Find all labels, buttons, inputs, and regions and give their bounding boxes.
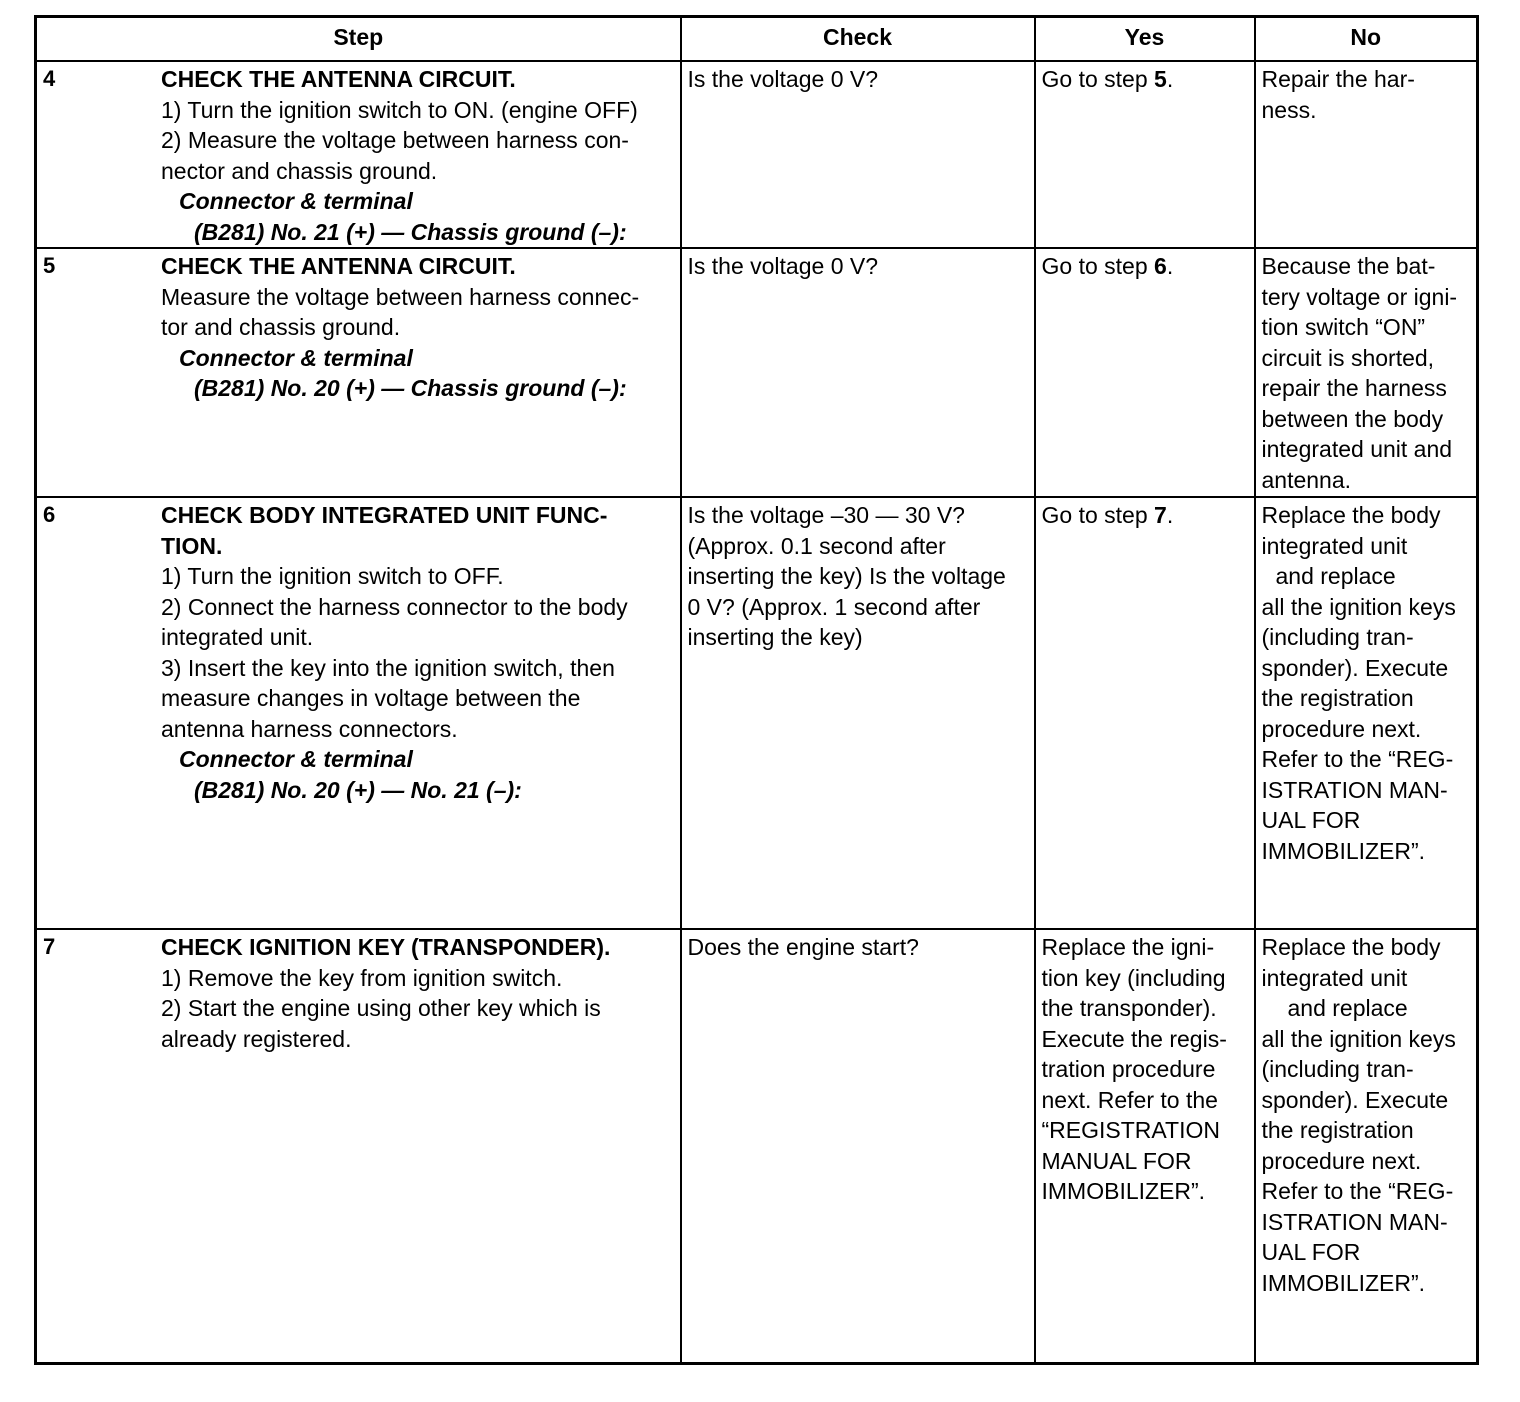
yes-cell — [1035, 248, 1255, 497]
step-line: measure changes in voltage between the — [161, 685, 581, 711]
no-line: (including tran- — [1261, 624, 1414, 650]
no-line: Replace the body — [1261, 934, 1441, 960]
connector-terminal-value: (B281) No. 20 (+) — Chassis ground (–): — [194, 375, 627, 401]
yes-line: tion key (including — [1041, 964, 1226, 991]
step-line: 2) Measure the voltage between harness con- — [161, 127, 629, 153]
yes-step-ref: 7 — [1154, 502, 1167, 528]
step-cell — [36, 61, 681, 248]
header-step: Step — [36, 17, 681, 62]
no-line: Repair the har- — [1261, 66, 1415, 92]
step-title: CHECK IGNITION KEY (TRANSPONDER). — [161, 934, 611, 960]
check-line: Is the voltage –30 — 30 V? — [687, 502, 965, 528]
yes-cell — [1035, 61, 1255, 248]
step-line: 2) Start the engine using other key which is — [161, 995, 601, 1021]
header-no: No — [1255, 17, 1478, 62]
check-line: 0 V? (Approx. 1 second after — [687, 593, 981, 620]
yes-line: “REGISTRATION — [1041, 1117, 1220, 1143]
table-row — [36, 61, 1478, 248]
connector-terminal-label: Connector & terminal — [179, 746, 413, 772]
yes-cell — [1035, 497, 1255, 929]
step-body — [161, 249, 680, 404]
check-text: Is the voltage 0 V? — [687, 66, 879, 92]
connector-terminal-value: (B281) No. 20 (+) — No. 21 (–): — [194, 776, 522, 803]
no-line: tion switch “ON” — [1261, 314, 1426, 340]
check-text: Does the engine start? — [687, 934, 919, 960]
yes-line: Replace the igni- — [1041, 934, 1215, 960]
no-line: ISTRATION MAN- — [1261, 776, 1448, 803]
step-body — [161, 498, 680, 805]
check-cell — [681, 61, 1035, 248]
step-title: TION. — [161, 532, 223, 559]
no-line: and replace — [1287, 995, 1408, 1021]
no-line: repair the harness — [1261, 375, 1447, 401]
table-row — [36, 497, 1478, 929]
header-check: Check — [681, 17, 1035, 62]
no-line: IMMOBILIZER”. — [1261, 1269, 1426, 1296]
no-line: the registration — [1261, 1117, 1414, 1143]
header-yes: Yes — [1035, 17, 1255, 62]
step-line: 3) Insert the key into the ignition switch, then — [161, 654, 615, 681]
step-line: 1) Remove the key from ignition switch. — [161, 964, 563, 991]
no-line: antenna. — [1261, 466, 1352, 493]
no-line: Refer to the “REG- — [1261, 1178, 1454, 1204]
step-number: 7 — [43, 934, 56, 959]
check-cell — [681, 929, 1035, 1364]
step-line: nector and chassis ground. — [161, 157, 438, 184]
no-line: ISTRATION MAN- — [1261, 1208, 1448, 1235]
no-cell — [1255, 61, 1478, 248]
connector-terminal-label: Connector & terminal — [179, 188, 413, 214]
no-line: Refer to the “REG- — [1261, 746, 1454, 772]
diagnostic-table — [34, 15, 1479, 1365]
no-line: sponder). Execute — [1261, 654, 1449, 681]
yes-suffix: . — [1166, 66, 1174, 92]
yes-line: the transponder). — [1041, 995, 1217, 1021]
step-title: CHECK THE ANTENNA CIRCUIT. — [161, 253, 516, 279]
no-line: tery voltage or igni- — [1261, 283, 1458, 310]
connector-terminal-value: (B281) No. 21 (+) — Chassis ground (–): — [194, 218, 627, 245]
yes-suffix: . — [1166, 253, 1174, 279]
no-line: IMMOBILIZER”. — [1261, 837, 1426, 864]
yes-prefix: Go to step — [1041, 253, 1155, 279]
check-text: Is the voltage 0 V? — [687, 253, 879, 279]
check-line: (Approx. 0.1 second after — [687, 532, 946, 559]
yes-step-ref: 6 — [1154, 253, 1167, 279]
no-line: procedure next. — [1261, 715, 1422, 742]
no-line: UAL FOR — [1261, 807, 1361, 833]
yes-line: next. Refer to the — [1041, 1086, 1218, 1113]
header-row — [36, 17, 1478, 62]
yes-step-ref: 5 — [1154, 66, 1167, 92]
step-line: Measure the voltage between harness connec- — [161, 283, 640, 310]
step-line: already registered. — [161, 1025, 352, 1052]
no-line: all the ignition keys — [1261, 593, 1456, 620]
yes-line: Execute the regis- — [1041, 1025, 1227, 1052]
step-line: 1) Turn the ignition switch to OFF. — [161, 563, 504, 589]
check-cell — [681, 248, 1035, 497]
table-row — [36, 929, 1478, 1364]
connector-terminal-label: Connector & terminal — [179, 344, 413, 371]
step-cell — [36, 929, 681, 1364]
step-line: 2) Connect the harness connector to the body — [161, 593, 628, 620]
step-line: tor and chassis ground. — [161, 314, 401, 340]
check-line: inserting the key) Is the voltage — [687, 563, 1006, 589]
no-cell — [1255, 929, 1478, 1364]
step-cell — [36, 248, 681, 497]
no-line: integrated unit and — [1261, 436, 1453, 462]
check-cell — [681, 497, 1035, 929]
step-title: CHECK BODY INTEGRATED UNIT FUNC- — [161, 502, 608, 528]
step-line: antenna harness connectors. — [161, 715, 458, 742]
no-line: sponder). Execute — [1261, 1086, 1449, 1113]
table-row — [36, 248, 1478, 497]
no-line: between the body — [1261, 405, 1444, 432]
yes-prefix: Go to step — [1041, 502, 1155, 528]
yes-line: tration procedure — [1041, 1056, 1216, 1082]
yes-line: MANUAL FOR — [1041, 1147, 1192, 1174]
step-number: 5 — [43, 253, 56, 278]
step-title: CHECK THE ANTENNA CIRCUIT. — [161, 66, 516, 92]
step-number: 4 — [43, 66, 56, 91]
no-line: all the ignition keys — [1261, 1025, 1456, 1052]
no-line: ness. — [1261, 96, 1317, 123]
step-number: 6 — [43, 502, 56, 527]
no-line: circuit is shorted, — [1261, 344, 1435, 371]
step-line: 1) Turn the ignition switch to ON. (engine OFF) — [161, 96, 638, 123]
no-cell — [1255, 497, 1478, 929]
yes-cell — [1035, 929, 1255, 1364]
no-line: UAL FOR — [1261, 1239, 1361, 1265]
no-line: integrated unit — [1261, 532, 1408, 559]
yes-prefix: Go to step — [1041, 66, 1155, 92]
no-line: integrated unit — [1261, 964, 1408, 991]
step-body — [161, 62, 680, 247]
no-line: procedure next. — [1261, 1147, 1422, 1174]
step-body — [161, 930, 680, 1054]
yes-suffix: . — [1166, 502, 1174, 528]
no-line: the registration — [1261, 685, 1414, 711]
no-line: Replace the body — [1261, 502, 1441, 528]
no-line: (including tran- — [1261, 1056, 1414, 1082]
no-line: and replace — [1275, 563, 1396, 589]
no-cell — [1255, 248, 1478, 497]
no-line: Because the bat- — [1261, 253, 1436, 279]
yes-line: IMMOBILIZER”. — [1041, 1178, 1206, 1204]
check-line: inserting the key) — [687, 624, 863, 650]
step-cell — [36, 497, 681, 929]
step-line: integrated unit. — [161, 624, 314, 650]
